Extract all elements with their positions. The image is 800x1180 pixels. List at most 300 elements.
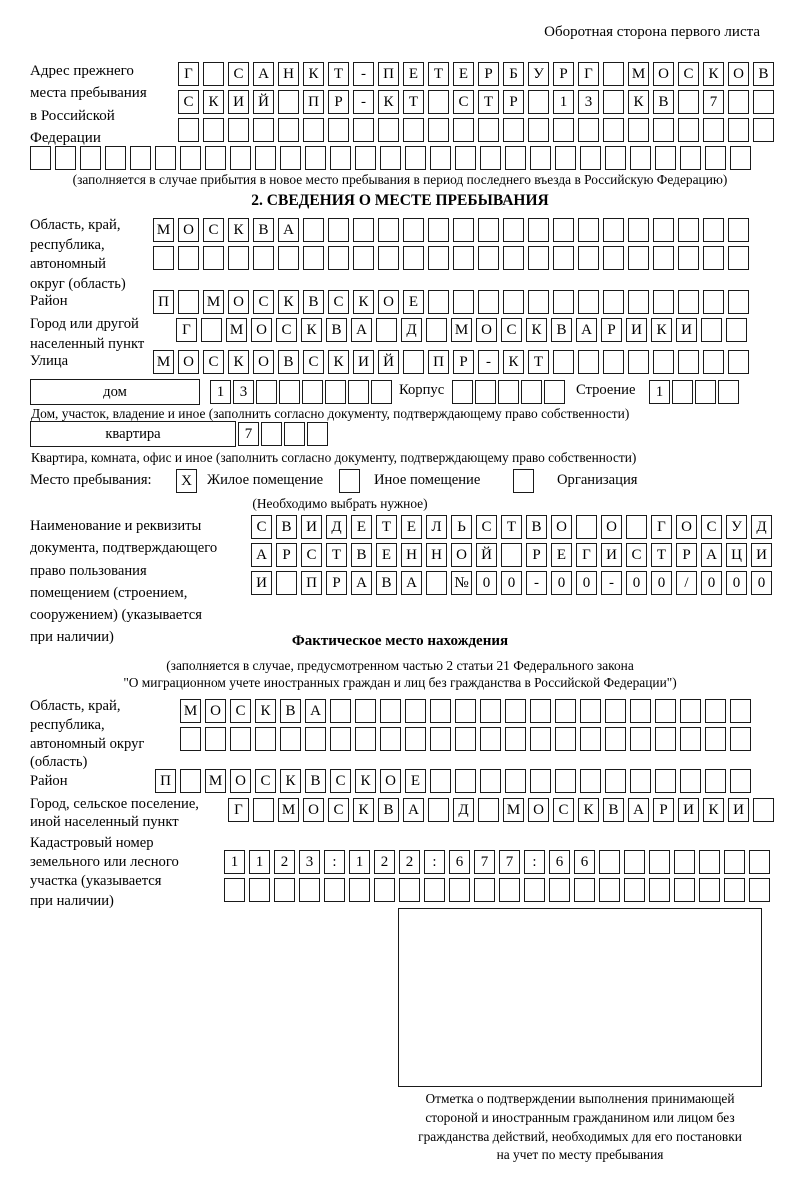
char-cell[interactable] xyxy=(726,318,747,342)
prev-address-row-1[interactable] xyxy=(178,62,774,86)
char-cell[interactable]: К xyxy=(203,90,224,114)
char-cell[interactable] xyxy=(480,146,501,170)
char-cell[interactable] xyxy=(403,118,424,142)
char-cell[interactable] xyxy=(605,769,626,793)
char-cell[interactable] xyxy=(474,878,495,902)
char-cell[interactable] xyxy=(205,727,226,751)
char-cell[interactable]: М xyxy=(503,798,524,822)
char-cell[interactable]: Г xyxy=(578,62,599,86)
char-cell[interactable] xyxy=(703,118,724,142)
char-cell[interactable] xyxy=(230,727,251,751)
char-cell[interactable]: К xyxy=(353,290,374,314)
char-cell[interactable]: Р xyxy=(478,62,499,86)
char-cell[interactable]: Й xyxy=(476,543,497,567)
char-cell[interactable] xyxy=(678,118,699,142)
checkbox-organization[interactable] xyxy=(513,469,534,493)
char-cell[interactable] xyxy=(580,727,601,751)
char-cell[interactable] xyxy=(705,699,726,723)
char-cell[interactable] xyxy=(279,380,300,404)
char-cell[interactable] xyxy=(624,878,645,902)
char-cell[interactable] xyxy=(501,543,522,567)
char-cell[interactable]: 1 xyxy=(224,850,245,874)
char-cell[interactable] xyxy=(378,118,399,142)
char-cell[interactable] xyxy=(499,878,520,902)
char-cell[interactable] xyxy=(630,727,651,751)
char-cell[interactable] xyxy=(703,290,724,314)
char-cell[interactable] xyxy=(699,850,720,874)
char-cell[interactable] xyxy=(695,380,716,404)
district-row[interactable] xyxy=(153,290,749,314)
char-cell[interactable] xyxy=(505,769,526,793)
char-cell[interactable]: 2 xyxy=(399,850,420,874)
char-cell[interactable]: Р xyxy=(276,543,297,567)
char-cell[interactable] xyxy=(655,727,676,751)
char-cell[interactable] xyxy=(580,769,601,793)
char-cell[interactable]: Е xyxy=(405,769,426,793)
char-cell[interactable]: 7 xyxy=(499,850,520,874)
char-cell[interactable]: - xyxy=(353,62,374,86)
char-cell[interactable] xyxy=(280,146,301,170)
char-cell[interactable] xyxy=(324,878,345,902)
char-cell[interactable] xyxy=(455,146,476,170)
char-cell[interactable] xyxy=(718,380,739,404)
stroenie-row[interactable] xyxy=(649,380,739,404)
char-cell[interactable] xyxy=(261,422,282,446)
char-cell[interactable] xyxy=(678,218,699,242)
char-cell[interactable] xyxy=(555,769,576,793)
char-cell[interactable] xyxy=(530,769,551,793)
char-cell[interactable] xyxy=(705,769,726,793)
char-cell[interactable] xyxy=(628,218,649,242)
char-cell[interactable]: В xyxy=(326,318,347,342)
char-cell[interactable]: Р xyxy=(676,543,697,567)
char-cell[interactable]: А xyxy=(701,543,722,567)
char-cell[interactable]: С xyxy=(328,290,349,314)
char-cell[interactable] xyxy=(130,146,151,170)
char-cell[interactable]: С xyxy=(303,350,324,374)
char-cell[interactable]: О xyxy=(228,290,249,314)
char-cell[interactable] xyxy=(405,699,426,723)
cadastre-row-1[interactable] xyxy=(224,850,770,874)
char-cell[interactable] xyxy=(30,146,51,170)
char-cell[interactable]: Д xyxy=(326,515,347,539)
char-cell[interactable]: А xyxy=(305,699,326,723)
char-cell[interactable] xyxy=(555,727,576,751)
char-cell[interactable]: Ц xyxy=(726,543,747,567)
char-cell[interactable] xyxy=(728,118,749,142)
char-cell[interactable] xyxy=(430,727,451,751)
char-cell[interactable]: Н xyxy=(278,62,299,86)
korpus-row[interactable] xyxy=(452,380,565,404)
char-cell[interactable]: Е xyxy=(551,543,572,567)
char-cell[interactable] xyxy=(228,246,249,270)
char-cell[interactable]: - xyxy=(526,571,547,595)
char-cell[interactable] xyxy=(80,146,101,170)
char-cell[interactable]: К xyxy=(503,350,524,374)
char-cell[interactable]: К xyxy=(228,350,249,374)
char-cell[interactable]: П xyxy=(303,90,324,114)
char-cell[interactable] xyxy=(426,318,447,342)
char-cell[interactable] xyxy=(599,878,620,902)
char-cell[interactable] xyxy=(305,727,326,751)
checkbox-residential-premises[interactable]: X xyxy=(176,469,197,493)
char-cell[interactable] xyxy=(628,118,649,142)
char-cell[interactable] xyxy=(475,380,496,404)
char-cell[interactable] xyxy=(228,118,249,142)
char-cell[interactable]: В xyxy=(551,318,572,342)
char-cell[interactable] xyxy=(574,878,595,902)
char-cell[interactable]: О xyxy=(601,515,622,539)
char-cell[interactable] xyxy=(155,146,176,170)
char-cell[interactable] xyxy=(528,90,549,114)
char-cell[interactable]: Г xyxy=(576,543,597,567)
char-cell[interactable] xyxy=(278,246,299,270)
char-cell[interactable]: 0 xyxy=(651,571,672,595)
char-cell[interactable] xyxy=(428,118,449,142)
char-cell[interactable] xyxy=(528,246,549,270)
char-cell[interactable]: К xyxy=(255,699,276,723)
char-cell[interactable]: М xyxy=(153,218,174,242)
char-cell[interactable] xyxy=(380,699,401,723)
apartment-number-row[interactable] xyxy=(238,422,328,446)
char-cell[interactable] xyxy=(672,380,693,404)
char-cell[interactable]: Е xyxy=(376,543,397,567)
apartment-type-box[interactable]: квартира xyxy=(30,421,236,447)
char-cell[interactable] xyxy=(530,146,551,170)
house-number-row[interactable] xyxy=(210,380,392,404)
char-cell[interactable]: В xyxy=(376,571,397,595)
char-cell[interactable] xyxy=(256,380,277,404)
char-cell[interactable]: К xyxy=(378,90,399,114)
char-cell[interactable] xyxy=(655,146,676,170)
char-cell[interactable]: Е xyxy=(453,62,474,86)
char-cell[interactable]: И xyxy=(601,543,622,567)
char-cell[interactable]: О xyxy=(653,62,674,86)
char-cell[interactable] xyxy=(555,699,576,723)
char-cell[interactable]: С xyxy=(626,543,647,567)
char-cell[interactable]: К xyxy=(228,218,249,242)
char-cell[interactable] xyxy=(224,878,245,902)
char-cell[interactable]: 1 xyxy=(649,380,670,404)
char-cell[interactable]: С xyxy=(701,515,722,539)
char-cell[interactable]: И xyxy=(228,90,249,114)
char-cell[interactable] xyxy=(505,699,526,723)
char-cell[interactable] xyxy=(505,146,526,170)
char-cell[interactable] xyxy=(603,118,624,142)
char-cell[interactable] xyxy=(302,380,323,404)
char-cell[interactable]: Й xyxy=(253,90,274,114)
char-cell[interactable] xyxy=(680,146,701,170)
region-row-2[interactable] xyxy=(153,246,749,270)
char-cell[interactable]: В xyxy=(276,515,297,539)
char-cell[interactable] xyxy=(325,380,346,404)
char-cell[interactable]: 0 xyxy=(626,571,647,595)
street-row[interactable] xyxy=(153,350,749,374)
char-cell[interactable]: С xyxy=(553,798,574,822)
char-cell[interactable] xyxy=(603,350,624,374)
char-cell[interactable] xyxy=(653,118,674,142)
char-cell[interactable] xyxy=(278,90,299,114)
char-cell[interactable] xyxy=(255,146,276,170)
char-cell[interactable]: 7 xyxy=(703,90,724,114)
char-cell[interactable]: : xyxy=(424,850,445,874)
char-cell[interactable] xyxy=(705,146,726,170)
char-cell[interactable] xyxy=(455,699,476,723)
char-cell[interactable] xyxy=(749,850,770,874)
char-cell[interactable]: К xyxy=(353,798,374,822)
char-cell[interactable]: П xyxy=(153,290,174,314)
char-cell[interactable]: С xyxy=(330,769,351,793)
char-cell[interactable] xyxy=(653,290,674,314)
char-cell[interactable]: Г xyxy=(176,318,197,342)
char-cell[interactable] xyxy=(678,246,699,270)
actual-region-row-2[interactable] xyxy=(180,727,751,751)
char-cell[interactable]: 0 xyxy=(551,571,572,595)
char-cell[interactable]: О xyxy=(451,543,472,567)
char-cell[interactable]: О xyxy=(178,218,199,242)
char-cell[interactable]: О xyxy=(728,62,749,86)
char-cell[interactable]: 6 xyxy=(549,850,570,874)
char-cell[interactable] xyxy=(680,727,701,751)
char-cell[interactable]: С xyxy=(255,769,276,793)
char-cell[interactable] xyxy=(405,146,426,170)
char-cell[interactable]: / xyxy=(676,571,697,595)
char-cell[interactable] xyxy=(453,290,474,314)
city-row[interactable] xyxy=(176,318,747,342)
char-cell[interactable]: К xyxy=(280,769,301,793)
char-cell[interactable] xyxy=(328,218,349,242)
char-cell[interactable]: Т xyxy=(651,543,672,567)
char-cell[interactable]: Е xyxy=(401,515,422,539)
char-cell[interactable]: С xyxy=(230,699,251,723)
char-cell[interactable]: Т xyxy=(428,62,449,86)
char-cell[interactable] xyxy=(353,218,374,242)
char-cell[interactable] xyxy=(428,90,449,114)
char-cell[interactable]: О xyxy=(551,515,572,539)
char-cell[interactable] xyxy=(553,350,574,374)
char-cell[interactable] xyxy=(603,218,624,242)
char-cell[interactable] xyxy=(521,380,542,404)
char-cell[interactable] xyxy=(549,878,570,902)
char-cell[interactable] xyxy=(524,878,545,902)
char-cell[interactable] xyxy=(253,246,274,270)
char-cell[interactable] xyxy=(349,878,370,902)
char-cell[interactable]: А xyxy=(351,571,372,595)
char-cell[interactable]: Л xyxy=(426,515,447,539)
char-cell[interactable] xyxy=(753,118,774,142)
char-cell[interactable]: Р xyxy=(453,350,474,374)
char-cell[interactable]: В xyxy=(378,798,399,822)
char-cell[interactable] xyxy=(478,118,499,142)
char-cell[interactable] xyxy=(603,290,624,314)
char-cell[interactable] xyxy=(528,290,549,314)
char-cell[interactable]: О xyxy=(205,699,226,723)
char-cell[interactable]: О xyxy=(303,798,324,822)
char-cell[interactable] xyxy=(678,90,699,114)
char-cell[interactable] xyxy=(353,118,374,142)
char-cell[interactable] xyxy=(528,218,549,242)
char-cell[interactable]: Й xyxy=(378,350,399,374)
char-cell[interactable] xyxy=(274,878,295,902)
char-cell[interactable]: К xyxy=(303,62,324,86)
char-cell[interactable] xyxy=(403,350,424,374)
char-cell[interactable]: 0 xyxy=(501,571,522,595)
char-cell[interactable] xyxy=(603,62,624,86)
char-cell[interactable] xyxy=(371,380,392,404)
char-cell[interactable] xyxy=(730,146,751,170)
char-cell[interactable]: С xyxy=(301,543,322,567)
char-cell[interactable] xyxy=(555,146,576,170)
char-cell[interactable]: 7 xyxy=(238,422,259,446)
char-cell[interactable]: Р xyxy=(526,543,547,567)
char-cell[interactable]: С xyxy=(228,62,249,86)
char-cell[interactable] xyxy=(307,422,328,446)
char-cell[interactable]: - xyxy=(601,571,622,595)
char-cell[interactable]: 0 xyxy=(751,571,772,595)
char-cell[interactable] xyxy=(649,878,670,902)
char-cell[interactable] xyxy=(249,878,270,902)
char-cell[interactable] xyxy=(628,350,649,374)
char-cell[interactable] xyxy=(528,118,549,142)
char-cell[interactable]: В xyxy=(603,798,624,822)
char-cell[interactable]: О xyxy=(251,318,272,342)
char-cell[interactable] xyxy=(624,850,645,874)
char-cell[interactable] xyxy=(403,218,424,242)
char-cell[interactable] xyxy=(178,118,199,142)
char-cell[interactable] xyxy=(749,878,770,902)
char-cell[interactable]: Т xyxy=(528,350,549,374)
char-cell[interactable]: 3 xyxy=(299,850,320,874)
char-cell[interactable] xyxy=(453,118,474,142)
char-cell[interactable]: М xyxy=(205,769,226,793)
char-cell[interactable] xyxy=(699,878,720,902)
char-cell[interactable]: С xyxy=(203,350,224,374)
char-cell[interactable]: П xyxy=(378,62,399,86)
char-cell[interactable] xyxy=(630,699,651,723)
char-cell[interactable]: № xyxy=(451,571,472,595)
char-cell[interactable] xyxy=(724,850,745,874)
char-cell[interactable] xyxy=(498,380,519,404)
char-cell[interactable] xyxy=(724,878,745,902)
char-cell[interactable]: А xyxy=(351,318,372,342)
char-cell[interactable]: Б xyxy=(503,62,524,86)
char-cell[interactable] xyxy=(374,878,395,902)
char-cell[interactable]: Р xyxy=(503,90,524,114)
char-cell[interactable] xyxy=(674,850,695,874)
char-cell[interactable] xyxy=(578,218,599,242)
char-cell[interactable]: П xyxy=(428,350,449,374)
char-cell[interactable]: Д xyxy=(751,515,772,539)
char-cell[interactable] xyxy=(480,727,501,751)
char-cell[interactable] xyxy=(230,146,251,170)
char-cell[interactable] xyxy=(478,218,499,242)
char-cell[interactable] xyxy=(303,218,324,242)
char-cell[interactable] xyxy=(630,769,651,793)
char-cell[interactable] xyxy=(430,769,451,793)
char-cell[interactable] xyxy=(730,769,751,793)
char-cell[interactable] xyxy=(576,515,597,539)
char-cell[interactable]: В xyxy=(303,290,324,314)
char-cell[interactable] xyxy=(728,246,749,270)
document-row-1[interactable] xyxy=(251,515,772,539)
char-cell[interactable]: А xyxy=(628,798,649,822)
char-cell[interactable]: Т xyxy=(376,515,397,539)
char-cell[interactable] xyxy=(703,246,724,270)
char-cell[interactable] xyxy=(453,246,474,270)
char-cell[interactable]: Г xyxy=(651,515,672,539)
char-cell[interactable]: : xyxy=(524,850,545,874)
char-cell[interactable]: Ь xyxy=(451,515,472,539)
char-cell[interactable] xyxy=(180,727,201,751)
char-cell[interactable]: - xyxy=(353,90,374,114)
char-cell[interactable] xyxy=(403,246,424,270)
char-cell[interactable] xyxy=(553,218,574,242)
region-row-1[interactable] xyxy=(153,218,749,242)
char-cell[interactable] xyxy=(355,727,376,751)
char-cell[interactable] xyxy=(649,850,670,874)
char-cell[interactable]: М xyxy=(226,318,247,342)
char-cell[interactable] xyxy=(405,727,426,751)
char-cell[interactable]: У xyxy=(528,62,549,86)
char-cell[interactable]: Р xyxy=(653,798,674,822)
char-cell[interactable]: И xyxy=(301,515,322,539)
char-cell[interactable]: Т xyxy=(403,90,424,114)
char-cell[interactable]: Р xyxy=(601,318,622,342)
char-cell[interactable]: Е xyxy=(403,62,424,86)
char-cell[interactable]: 7 xyxy=(474,850,495,874)
char-cell[interactable]: П xyxy=(301,571,322,595)
char-cell[interactable] xyxy=(253,118,274,142)
char-cell[interactable] xyxy=(674,878,695,902)
char-cell[interactable] xyxy=(453,218,474,242)
char-cell[interactable]: 1 xyxy=(553,90,574,114)
char-cell[interactable] xyxy=(205,146,226,170)
char-cell[interactable] xyxy=(653,218,674,242)
char-cell[interactable]: М xyxy=(451,318,472,342)
char-cell[interactable]: И xyxy=(251,571,272,595)
char-cell[interactable]: С xyxy=(453,90,474,114)
document-row-2[interactable] xyxy=(251,543,772,567)
char-cell[interactable]: И xyxy=(353,350,374,374)
char-cell[interactable] xyxy=(378,218,399,242)
char-cell[interactable]: О xyxy=(178,350,199,374)
char-cell[interactable]: 3 xyxy=(233,380,254,404)
char-cell[interactable] xyxy=(399,878,420,902)
char-cell[interactable] xyxy=(605,727,626,751)
char-cell[interactable]: Н xyxy=(426,543,447,567)
char-cell[interactable]: В xyxy=(753,62,774,86)
char-cell[interactable]: В xyxy=(280,699,301,723)
actual-district-row[interactable] xyxy=(155,769,751,793)
char-cell[interactable] xyxy=(55,146,76,170)
char-cell[interactable]: К xyxy=(301,318,322,342)
char-cell[interactable] xyxy=(605,146,626,170)
char-cell[interactable] xyxy=(278,118,299,142)
char-cell[interactable] xyxy=(628,290,649,314)
char-cell[interactable] xyxy=(580,699,601,723)
char-cell[interactable] xyxy=(303,118,324,142)
char-cell[interactable]: С xyxy=(253,290,274,314)
char-cell[interactable] xyxy=(703,218,724,242)
char-cell[interactable] xyxy=(478,798,499,822)
char-cell[interactable] xyxy=(330,146,351,170)
char-cell[interactable] xyxy=(580,146,601,170)
char-cell[interactable] xyxy=(348,380,369,404)
char-cell[interactable]: А xyxy=(253,62,274,86)
char-cell[interactable] xyxy=(705,727,726,751)
char-cell[interactable]: Р xyxy=(328,90,349,114)
char-cell[interactable]: И xyxy=(728,798,749,822)
